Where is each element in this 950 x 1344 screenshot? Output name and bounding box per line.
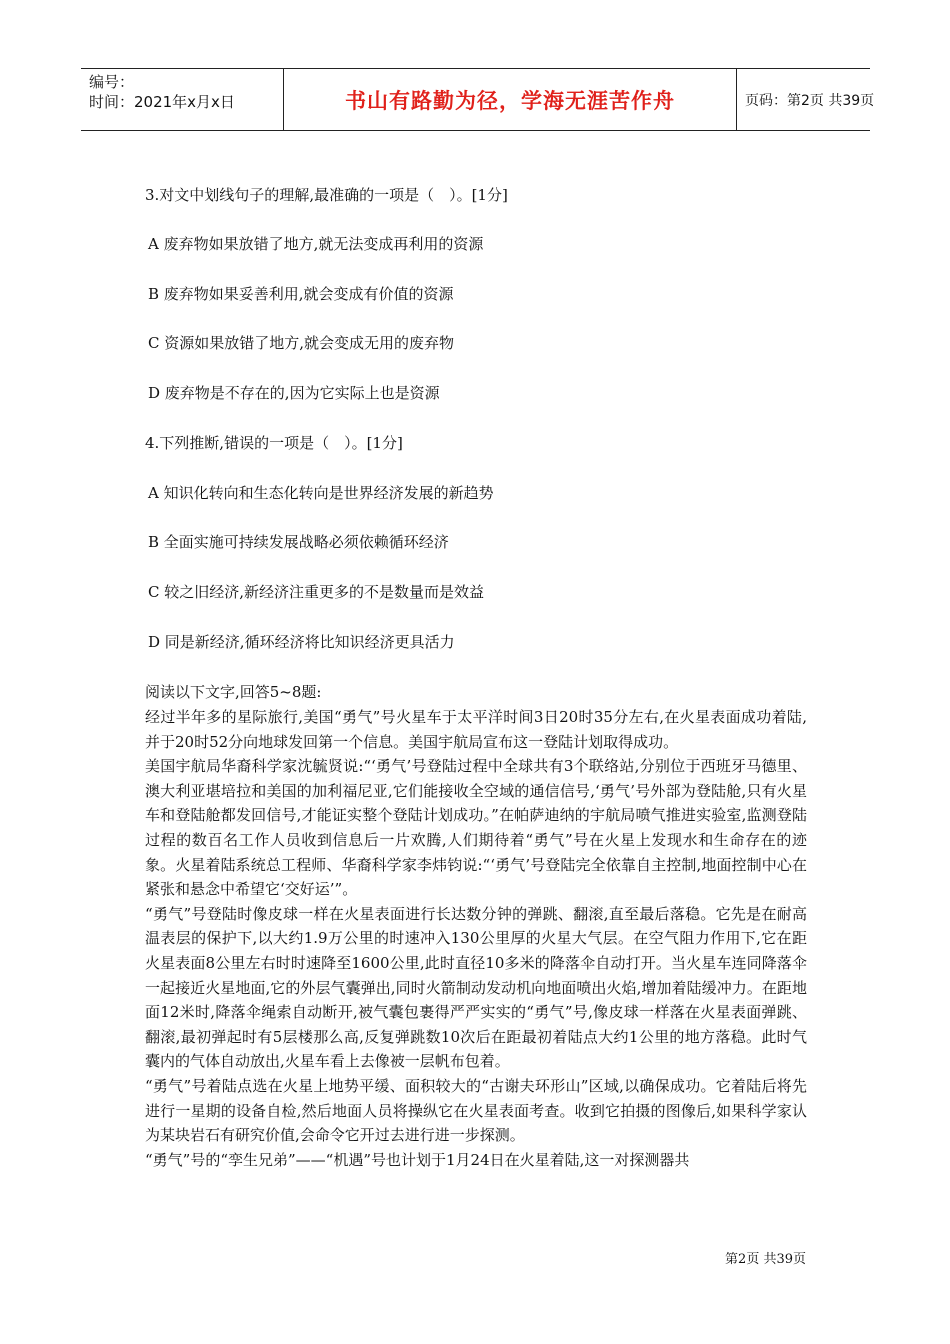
question-4-stem: 4.下列推断,错误的一项是（ ）。[1分] xyxy=(145,434,403,452)
question-4-option-a: A 知识化转向和生态化转向是世界经济发展的新趋势 xyxy=(148,484,494,502)
reading-intro: 阅读以下文字,回答5~8题: xyxy=(145,683,322,701)
passage-paragraph: “勇气”号着陆点选在火星上地势平缓、面积较大的“古谢夫环形山”区域,以确保成功。它着陆后将先进行一星期的设备自检,然后地面人员将操纵它在火星表面考查。收到它拍摄的图像后,如果科学家认为某块岩石有研究价值,会命令它开过去进行进一步探测。 xyxy=(145,1076,807,1145)
date-label: 时间：2021年x月x日 xyxy=(89,93,235,111)
header-page-info xyxy=(735,69,875,130)
reading-passage xyxy=(145,705,807,1172)
question-4-option-c: C 较之旧经济,新经济注重更多的不是数量而是效益 xyxy=(148,583,485,601)
question-3-option-b: B 废弃物如果妥善利用,就会变成有价值的资源 xyxy=(148,285,454,303)
question-4-option-d: D 同是新经济,循环经济将比知识经济更具活力 xyxy=(148,633,455,651)
question-3-option-c: C 资源如果放错了地方,就会变成无用的废弃物 xyxy=(148,334,455,352)
page-info-text: 页码：第2页 共39页 xyxy=(745,92,875,109)
passage-paragraph: “勇气”号的“孪生兄弟”——“机遇”号也计划于1月24日在火星着陆,这一对探测器共 xyxy=(145,1150,690,1169)
passage-paragraph: 经过半年多的星际旅行,美国“勇气”号火星车于太平洋时间3日20时35分左右,在火星表面成功着陆,并于20时52分向地球发回第一个信息。美国宇航局宣布这一登陆计划取得成功。 xyxy=(145,708,807,751)
number-label: 编号： xyxy=(89,73,135,91)
question-3-option-d: D 废弃物是不存在的,因为它实际上也是资源 xyxy=(148,384,440,402)
page-header xyxy=(81,68,875,131)
question-3-stem: 3.对文中划线句子的理解,最准确的一项是（ ）。[1分] xyxy=(145,186,508,204)
page-footer: 第2页 共39页 xyxy=(725,1252,806,1267)
question-3-option-a: A 废弃物如果放错了地方,就无法变成再利用的资源 xyxy=(148,235,484,253)
passage-paragraph: “勇气”号登陆时像皮球一样在火星表面进行长达数分钟的弹跳、翻滚,直至最后落稳。它先是在耐高温表层的保护下,以大约1.9万公里的时速冲入130公里厚的火星大气层。在空气阻力作用下,它在距火星表面8公里左右时时速降至1600公里,此时直径10多米的降落伞自动打开。当火星车连同降落伞一起接近火星地面,它的外层气囊弹出,同时火箭制动发动机向地面喷出火焰,增加着陆缓冲力。在距地面12米时,降落伞绳索自动断开,被气囊包裹得严严实实的“勇气”号,像皮球一样落在火星表面弹跳、翻滚,最初弹起时有5层楼那么高,反复弹跳数10次后在距最初着陆点大约1公里的地方落稳。此时气囊内的气体自动放出,火星车看上去像被一层帆布包着。 xyxy=(145,904,807,1071)
motto-text: 书山有路勤为径，学海无涯苦作舟 xyxy=(345,88,675,113)
header-meta xyxy=(81,69,283,130)
passage-paragraph: 美国宇航局华裔科学家沈毓贤说:“‘勇气’号登陆过程中全球共有3个联络站,分别位于西班牙马德里、澳大利亚堪培拉和美国的加利福尼亚,它们能接收全空域的通信信号,‘勇气’号外部为登陆舱,只有火星车和登陆舱都发回信号,才能证实整个登陆计划成功。”在帕萨迪纳的宇航局喷气推进实验室,监测登陆过程的数百名工作人员收到信息后一片欢腾,人们期待着“勇气”号在火星上发现水和生命存在的迹象。火星着陆系统总工程师、华裔科学家李炜钧说:“‘勇气’号登陆完全依靠自主控制,地面控制中心在紧张和悬念中希望它‘交好运’”。 xyxy=(145,757,807,899)
question-4-option-b: B 全面实施可持续发展战略必须依赖循环经济 xyxy=(148,533,449,551)
header-motto xyxy=(283,69,737,130)
